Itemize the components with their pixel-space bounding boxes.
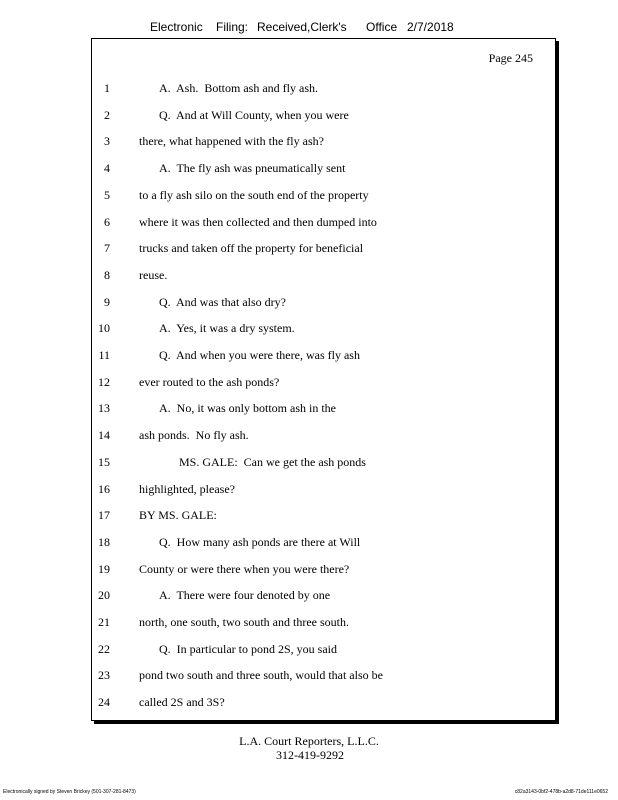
transcript-line (92, 455, 557, 475)
line-number: 20 (98, 588, 110, 603)
line-number: 4 (104, 161, 110, 176)
line-number: 12 (98, 374, 110, 389)
transcript-line (92, 401, 557, 421)
header-filing: Filing: (216, 20, 249, 34)
line-text: A. Yes, it was a dry system. (159, 321, 295, 336)
transcript-line (92, 81, 557, 101)
line-text: trucks and taken off the property for beneficial (139, 241, 364, 256)
line-text: highlighted, please? (139, 481, 235, 496)
page-number: Page 245 (488, 51, 533, 65)
line-number: 6 (104, 214, 110, 229)
line-text: Q. And was that also dry? (159, 294, 286, 309)
line-text: County or were there when you were there? (139, 561, 350, 576)
line-text: A. The fly ash was pneumatically sent (159, 161, 346, 176)
header-electronic: Electronic (150, 20, 203, 34)
footer-phone: 312-419-9292 (276, 748, 344, 762)
line-text: there, what happened with the fly ash? (139, 134, 324, 149)
line-number: 10 (98, 321, 110, 336)
line-text: where it was then collected and then dumped into (139, 214, 377, 229)
line-number: 3 (104, 134, 110, 149)
line-text: BY MS. GALE: (139, 508, 217, 523)
line-number: 5 (104, 187, 110, 202)
transcript-line (92, 668, 557, 688)
line-text: Q. How many ash ponds are there at Will (159, 534, 361, 549)
transcript-line (92, 161, 557, 181)
line-number: 23 (98, 668, 110, 683)
transcript-line (92, 428, 557, 448)
transcript-line (92, 188, 557, 208)
line-text: A. There were four denoted by one (159, 588, 331, 603)
header-date: 2/7/2018 (407, 20, 454, 34)
transcript-line (92, 375, 557, 395)
line-number: 15 (98, 454, 110, 469)
electronic-signature: Electronically signed by Steven Brickey (501-307-281-8473) (3, 789, 136, 795)
line-number: 17 (98, 508, 110, 523)
line-text: ever routed to the ash ponds? (139, 374, 280, 389)
transcript-line (92, 241, 557, 261)
line-number: 13 (98, 401, 110, 416)
line-number: 16 (98, 481, 110, 496)
line-text: Q. In particular to pond 2S, you said (159, 641, 337, 656)
transcript-line (92, 535, 557, 555)
document-hash: c82a3143-0bf2-478b-a2d8-71de111e0652 (514, 789, 608, 795)
line-text: Q. And when you were there, was fly ash (159, 348, 360, 362)
transcript-page (91, 38, 556, 721)
header-received: Received,Clerk's (257, 20, 347, 34)
line-text: north, one south, two south and three south. (139, 615, 349, 629)
line-number: 24 (98, 695, 110, 710)
line-number: 14 (98, 428, 110, 443)
line-number: 9 (104, 294, 110, 309)
line-text: Q. And at Will County, when you were (159, 107, 349, 122)
line-text: pond two south and three south, would that also be (139, 668, 383, 683)
footer-company: L.A. Court Reporters, L.L.C. (239, 734, 379, 748)
transcript-line (92, 588, 557, 608)
transcript-line (92, 642, 557, 662)
transcript-line (92, 321, 557, 341)
line-text: A. Ash. Bottom ash and fly ash. (159, 81, 318, 95)
line-number: 11 (98, 348, 110, 362)
line-text: called 2S and 3S? (139, 695, 225, 710)
transcript-line (92, 268, 557, 288)
transcript-line (92, 295, 557, 315)
line-text: ash ponds. No fly ash. (139, 428, 249, 443)
transcript-line (92, 615, 557, 635)
transcript-line (92, 562, 557, 582)
line-number: 2 (104, 107, 110, 122)
line-text: reuse. (139, 267, 168, 282)
transcript-line (92, 508, 557, 528)
line-number: 21 (98, 615, 110, 629)
line-number: 22 (98, 641, 110, 656)
transcript-line (92, 215, 557, 235)
transcript-line (92, 482, 557, 502)
line-number: 18 (98, 534, 110, 549)
line-number: 1 (104, 81, 110, 95)
line-number: 19 (98, 561, 110, 576)
line-text: to a fly ash silo on the south end of the property (139, 187, 369, 202)
line-number: 8 (104, 267, 110, 282)
line-number: 7 (104, 241, 110, 256)
transcript-line (92, 348, 557, 368)
transcript-line (92, 695, 557, 715)
line-text: A. No, it was only bottom ash in the (159, 401, 336, 416)
transcript-line (92, 108, 557, 128)
transcript-line (92, 134, 557, 154)
header-office: Office (366, 20, 398, 34)
line-text: MS. GALE: Can we get the ash ponds (179, 454, 366, 469)
